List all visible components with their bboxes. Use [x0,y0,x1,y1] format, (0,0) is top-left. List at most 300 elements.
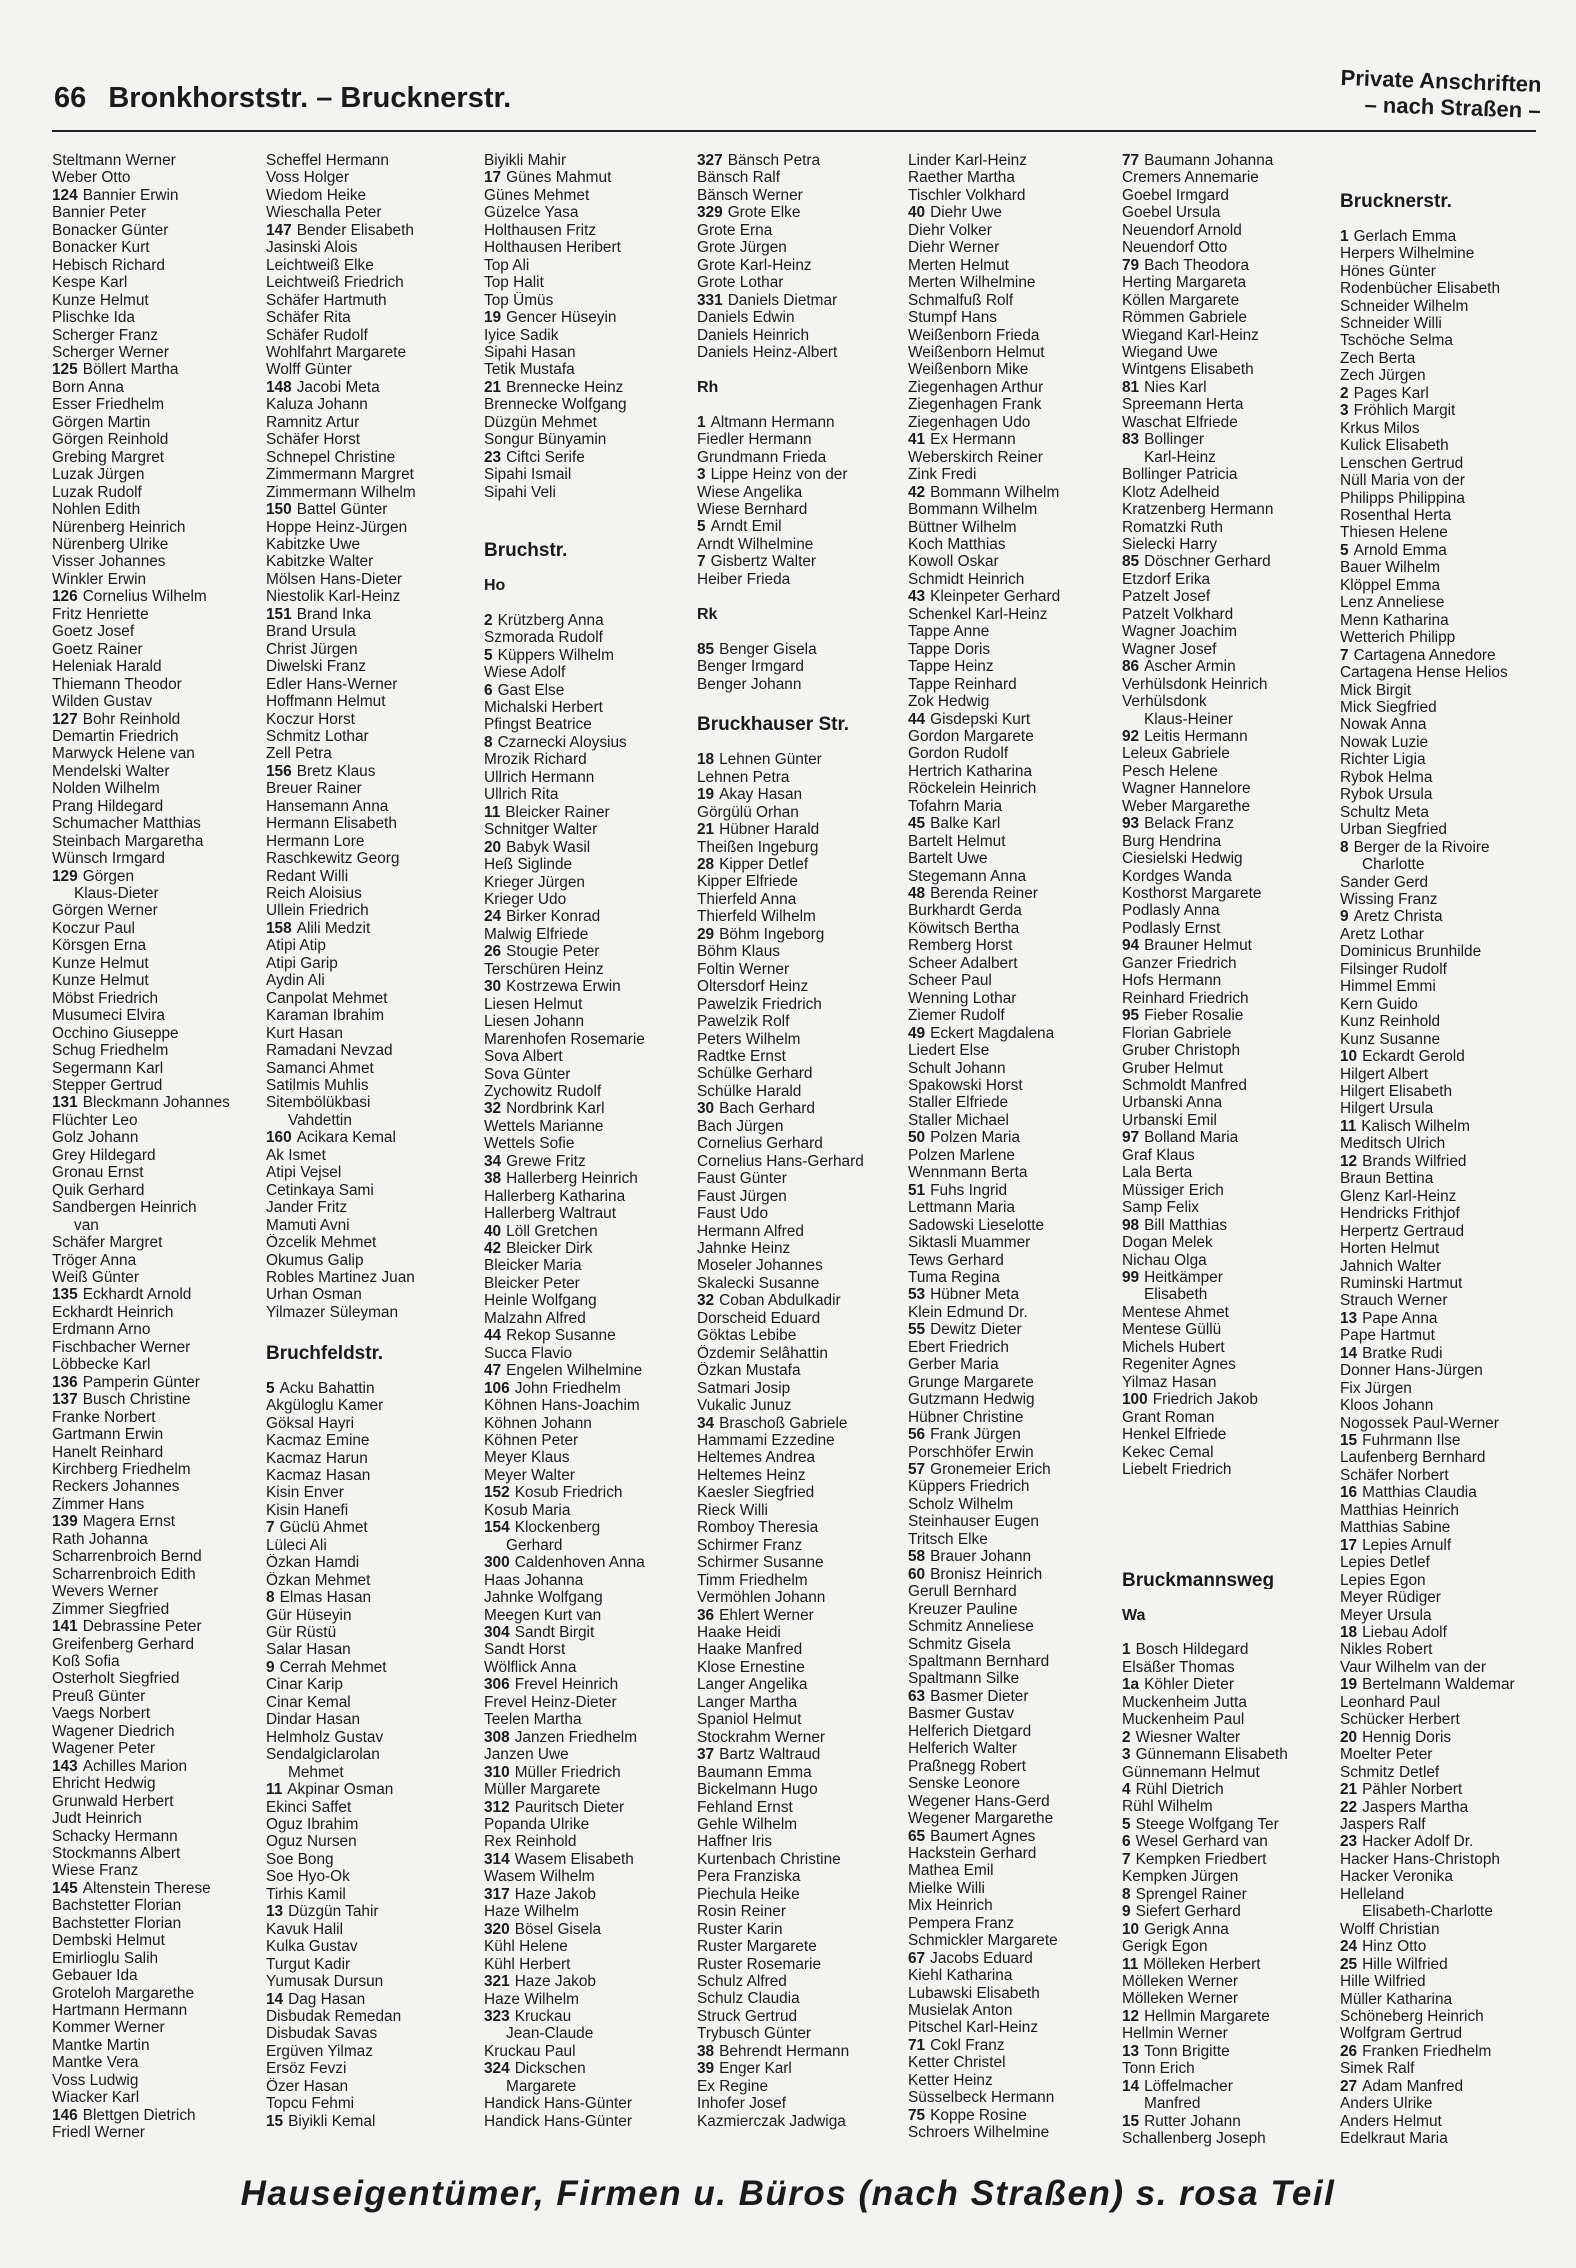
resident-name: Friedrich Jakob [1152,1391,1258,1409]
resident-entry [1340,1711,1558,1728]
resident-entry [266,1572,484,1589]
house-number: 135 [52,1286,78,1304]
resident-entry [484,2025,702,2042]
resident-name: Köhnen Peter [484,1432,579,1450]
house-number: 44 [484,1327,502,1345]
resident-entry [908,1252,1126,1269]
resident-name: Charlotte [1362,856,1425,874]
resident-entry [484,629,702,646]
resident-entry [266,658,484,675]
resident-name: Manfred [1144,2095,1201,2113]
resident-entry [1122,641,1340,658]
house-number: 9 [1340,908,1349,926]
resident-entry [1122,1007,1340,1024]
resident-entry [266,1077,484,1094]
resident-entry [908,1601,1126,1618]
resident-name: Nordbrink Karl [506,1100,605,1118]
resident-entry [697,1310,915,1327]
resident-entry [52,204,270,221]
resident-name: Arndt Wilhelmine [697,535,814,553]
resident-entry [1122,972,1340,989]
resident-name: Matthias Sabine [1340,1519,1451,1537]
resident-entry [1340,996,1558,1013]
resident-entry [484,1694,702,1711]
resident-entry [484,309,702,326]
house-number: 300 [484,1554,510,1572]
resident-name: Hermann Alfred [697,1222,804,1240]
resident-entry [697,1240,915,1257]
resident-entry [484,239,702,256]
resident-entry [1340,1083,1558,1100]
house-number: 79 [1122,256,1140,274]
resident-name: Aretz Christa [1353,908,1443,926]
resident-entry [908,1548,1126,1565]
resident-entry [484,327,702,344]
resident-name: Kunz Reinhold [1340,1013,1441,1031]
resident-name: Urbanski Anna [1122,1094,1223,1112]
resident-name: Samp Felix [1122,1199,1199,1217]
resident-entry [52,1007,270,1024]
resident-entry [1122,1851,1340,1868]
resident-name: Hermann Lore [266,832,365,850]
resident-entry [52,972,270,989]
resident-name: Behrendt Hermann [719,2042,850,2060]
resident-entry [266,1415,484,1432]
resident-name: Wenning Lothar [908,989,1017,1007]
district-code: Ho [484,576,506,594]
resident-name: Moelter Peter [1340,1746,1433,1764]
resident-name: Frank Jürgen [930,1426,1021,1444]
resident-name: Donner Hans-Jürgen [1340,1362,1483,1380]
resident-entry [1122,2025,1340,2042]
resident-entry [484,1083,702,1100]
resident-name: Satmari Josip [697,1379,791,1397]
resident-entry [908,711,1126,728]
resident-name: Diehr Volker [908,221,992,239]
resident-name: Bannier Erwin [82,186,179,204]
resident-name: Wasem Wilhelm [484,1868,595,1886]
resident-name: Hellmin Margarete [1144,2007,1270,2025]
resident-name: Gast Else [497,681,565,699]
resident-name: Iyice Sadik [484,326,559,344]
resident-name: Wagener Diedrich [52,1722,175,1740]
resident-entry [52,519,270,536]
resident-entry [1122,309,1340,326]
resident-entry [908,292,1126,309]
resident-entry [1340,437,1558,454]
resident-name: Urhan Osman [266,1286,362,1304]
resident-entry [1122,606,1340,623]
resident-entry [1122,1409,1340,1426]
resident-name: Scheer Paul [908,972,992,990]
resident-name: Salar Hasan [266,1641,351,1659]
house-number: 100 [1122,1391,1148,1409]
resident-entry [52,745,270,762]
resident-name: Benger Irmgard [697,658,804,676]
resident-entry [484,379,702,396]
resident-entry [52,1845,270,1862]
resident-name: Hammami Ezzedine [697,1431,835,1449]
resident-name: Burg Hendrina [1122,832,1222,850]
house-number: 12 [1122,2007,1140,2025]
resident-name: Schöneberg Heinrich [1340,2007,1484,2025]
resident-name: Bänsch Werner [697,186,803,204]
resident-entry [266,606,484,623]
resident-entry [266,833,484,850]
resident-entry [52,431,270,448]
resident-entry [484,943,702,960]
resident-entry [908,1496,1126,1513]
resident-entry [52,1164,270,1181]
resident-entry [697,274,915,291]
resident-entry [1122,711,1340,728]
resident-entry [484,1327,702,1344]
resident-name: Eckardt Gerold [1362,1048,1465,1066]
resident-entry [697,1729,915,1746]
resident-name: Herpers Wilhelmine [1340,245,1475,263]
resident-name: Pitschel Karl-Heinz [908,2019,1039,2037]
resident-name: Sipahi Veli [484,483,556,501]
resident-name: Schmitz Lothar [266,727,369,745]
resident-name: Pera Franziska [697,1868,801,1886]
resident-name: Özdemir Selâhattin [697,1344,828,1362]
resident-name: Altmann Hermann [710,413,835,431]
resident-name: Düzgün Tahir [288,1903,379,1921]
resident-entry [52,920,270,937]
spacer [1122,1513,1340,1530]
resident-name: Margarete [506,2077,577,2095]
resident-name: Lenschen Gertrud [1340,454,1464,472]
resident-entry [266,902,484,919]
resident-name: Voss Holger [266,169,349,187]
resident-name: Wissing Franz [1340,890,1438,908]
resident-entry [484,1973,702,1990]
resident-entry [52,361,270,378]
resident-name: Disbudak Remedan [266,2008,402,2025]
resident-name: Thierfeld Anna [697,890,797,908]
resident-entry [266,1851,484,1868]
resident-entry [1122,1444,1340,1461]
resident-name: Mielke Willi [908,1879,985,1897]
resident-entry [484,961,702,978]
resident-entry [908,1147,1126,1164]
resident-entry [697,751,915,768]
resident-entry [266,1199,484,1216]
resident-name: Dorscheid Eduard [697,1309,821,1327]
resident-entry [697,2043,915,2060]
resident-name: Wagner Josef [1122,640,1217,658]
resident-entry [484,1991,702,2008]
resident-entry [484,769,702,786]
resident-entry [1340,1502,1558,1519]
resident-entry [52,588,270,605]
resident-name: Foltin Werner [697,960,790,978]
resident-entry [908,449,1126,466]
resident-name: Czarnecki Aloysius [497,733,627,751]
house-number: 58 [908,1548,926,1566]
resident-name: Radtke Ernst [697,1048,786,1066]
resident-entry [697,1257,915,1274]
resident-entry [1340,1066,1558,1083]
resident-name: Kosub Maria [484,1501,571,1519]
resident-name: Sova Günter [484,1065,571,1083]
resident-entry [697,1153,915,1170]
resident-name: Grundmann Frieda [697,448,827,466]
resident-name: Kruckau Paul [484,2042,576,2060]
resident-name: Stumpf Hans [908,309,997,327]
resident-entry [908,902,1126,919]
resident-entry [52,1461,270,1478]
resident-entry [52,536,270,553]
resident-name: Kaesler Siegfried [697,1484,815,1502]
house-number: 39 [697,2060,715,2078]
resident-name: Kreuzer Pauline [908,1600,1018,1618]
resident-name: Birker Konrad [506,908,601,926]
resident-entry [1122,1356,1340,1373]
resident-entry [266,484,484,501]
resident-entry [52,1129,270,1146]
resident-entry [908,588,1126,605]
resident-name: Köwitsch Bertha [908,919,1020,937]
resident-name: Steltmann Werner [52,152,176,169]
resident-name: Basmer Gustav [908,1705,1015,1723]
resident-entry [266,763,484,780]
resident-entry [1122,955,1340,972]
resident-name: Nolden Wilhelm [52,780,160,798]
resident-name: Magera Ernst [82,1513,176,1531]
resident-entry [52,1147,270,1164]
resident-entry [1340,1956,1558,1973]
resident-name: Mantke Martin [52,2036,150,2054]
resident-entry [484,664,702,681]
resident-name: Dag Hasan [288,1990,366,2008]
resident-name: Brauner Helmut [1144,937,1252,955]
resident-name: Thiesen Helene [1340,524,1448,542]
resident-name: Rex Reinhold [484,1833,577,1851]
house-number: 22 [1340,1798,1358,1816]
resident-entry [908,1688,1126,1705]
resident-entry [52,1897,270,1914]
resident-entry [1122,990,1340,1007]
resident-name: Heltemes Heinz [697,1466,806,1484]
resident-name: Podlasly Anna [1122,902,1220,920]
resident-name: Berger de la Rivoire [1353,838,1490,856]
resident-entry [266,1607,484,1624]
resident-entry [1122,1094,1340,1111]
resident-name: Döschner Gerhard [1144,553,1271,571]
resident-name: Kisin Enver [266,1484,344,1502]
resident-name: Köhnen Johann [484,1414,592,1432]
resident-name: Krieger Udo [484,890,567,908]
resident-entry [1340,1729,1558,1746]
resident-entry [908,1478,1126,1495]
resident-entry [1122,1729,1340,1746]
resident-name: Heltemes Andrea [697,1449,816,1467]
resident-entry [52,1321,270,1338]
resident-name: Schallenberg Joseph [1122,2130,1266,2148]
resident-entry [52,2124,270,2141]
resident-entry [1340,1903,1558,1920]
resident-name: Jacobs Eduard [930,1949,1033,1967]
resident-name: John Friedhelm [514,1379,621,1397]
resident-entry [908,920,1126,937]
resident-entry [484,361,702,378]
resident-name: Leleux Gabriele [1122,745,1230,763]
resident-name: Janzen Friedhelm [514,1728,638,1746]
resident-entry [697,996,915,1013]
resident-entry [266,152,484,169]
resident-entry [908,1653,1126,1670]
resident-entry [266,1938,484,1955]
house-number: 11 [1340,1117,1357,1135]
resident-name: Vaur Wilhelm van der [1340,1658,1486,1676]
resident-name: Kunze Helmut [52,972,149,990]
resident-name: Bickelmann Hugo [697,1781,818,1799]
house-number: 6 [1122,1833,1131,1851]
resident-name: Graf Klaus [1122,1146,1195,1164]
resident-entry [697,1746,915,1763]
house-number: 92 [1122,727,1140,745]
resident-entry [1122,222,1340,239]
resident-entry [266,274,484,291]
resident-entry [484,1903,702,1920]
resident-entry [908,1007,1126,1024]
house-number: 2 [1340,384,1349,402]
resident-name: Koppe Rosine [930,2106,1027,2124]
resident-name: Schumacher Matthias [52,815,201,833]
resident-name: Ruster Karin [697,1920,783,1938]
resident-entry [697,1851,915,1868]
resident-name: Kern Guido [1340,995,1418,1013]
resident-entry [908,1182,1126,1199]
resident-entry [1122,1199,1340,1216]
resident-name: Bohr Reinhold [82,710,181,728]
resident-name: Daniels Dietmar [727,291,838,309]
resident-entry [697,518,915,535]
resident-name: Siktasli Muammer [908,1234,1031,1252]
resident-entry [52,937,270,954]
resident-entry [697,943,915,960]
resident-entry [1340,751,1558,768]
resident-name: Mölleken Werner [1122,1973,1239,1991]
resident-entry [1122,152,1340,169]
resident-name: Hille Wilfried [1362,1955,1448,1973]
resident-entry [266,431,484,448]
resident-entry [697,891,915,908]
resident-entry [1122,850,1340,867]
resident-entry [1122,780,1340,797]
resident-name: Dembski Helmut [52,1932,165,1950]
resident-name: Koczur Horst [266,710,355,728]
resident-entry [1122,204,1340,221]
resident-name: Sandbergen Heinrich [52,1199,197,1217]
resident-entry [697,309,915,326]
resident-entry [484,1519,702,1536]
resident-name: Grote Elke [727,204,801,222]
resident-entry [908,1391,1126,1408]
resident-entry [266,553,484,570]
resident-name: Horten Helmut [1340,1240,1440,1258]
resident-name: Bösel Gisela [514,1920,602,1938]
resident-entry [52,798,270,815]
resident-name: Szmorada Rudolf [484,629,603,647]
house-number: 160 [266,1129,292,1147]
resident-entry [52,327,270,344]
resident-name: Haze Jakob [514,1885,596,1903]
resident-entry [52,187,270,204]
resident-entry [1340,228,1558,245]
resident-name: Acikara Kemal [296,1129,396,1147]
resident-entry [908,1862,1126,1879]
resident-entry [52,728,270,745]
resident-entry [697,1327,915,1344]
resident-name: Schneider Willi [1340,315,1442,333]
resident-entry [1340,1973,1558,1990]
resident-entry [484,1816,702,1833]
resident-entry [52,309,270,326]
resident-entry [908,309,1126,326]
resident-entry [1122,1798,1340,1815]
resident-entry [266,1624,484,1641]
house-number: 7 [1340,646,1349,664]
resident-entry [1122,745,1340,762]
resident-entry [1340,1327,1558,1344]
resident-name: Liesen Helmut [484,995,583,1013]
resident-entry [1340,839,1558,856]
resident-name: Laufenberg Bernhard [1340,1449,1486,1467]
resident-name: Brand Ursula [266,623,356,641]
house-number: 67 [908,1949,926,1967]
resident-name: Gruber Christoph [1122,1042,1241,1060]
resident-entry [1340,1240,1558,1257]
resident-name: Grewe Fritz [506,1152,586,1170]
resident-name: Grunwald Herbert [52,1792,174,1810]
resident-name: Fieber Rosalie [1144,1007,1244,1025]
resident-entry [1340,1659,1558,1676]
resident-entry [1340,716,1558,733]
house-number: 3 [1340,402,1349,420]
resident-entry [1122,1391,1340,1408]
resident-entry [697,449,915,466]
resident-name: Wölflick Anna [484,1658,577,1676]
resident-entry [1340,1118,1558,1135]
resident-entry [52,152,270,169]
house-number: 42 [484,1240,502,1258]
house-number: 148 [266,378,292,396]
resident-entry [484,1362,702,1379]
resident-entry [697,1781,915,1798]
resident-entry [1122,1129,1340,1146]
resident-entry [52,1828,270,1845]
resident-entry [52,623,270,640]
resident-entry [1340,978,1558,995]
resident-entry [1340,1258,1558,1275]
resident-entry [697,978,915,995]
resident-name: Möbst Friedrich [52,989,159,1007]
resident-entry [52,1723,270,1740]
resident-name: Elsäßer Thomas [1122,1658,1235,1676]
resident-entry [1340,1432,1558,1449]
resident-entry [908,484,1126,501]
resident-entry [484,1205,702,1222]
resident-entry [908,1077,1126,1094]
resident-name: Babyk Wasil [506,838,591,856]
resident-entry [266,990,484,1007]
resident-name: Peters Wilhelm [697,1030,801,1048]
resident-entry [484,431,702,448]
resident-name: Bronisz Heinrich [930,1565,1043,1583]
resident-entry [697,414,915,431]
